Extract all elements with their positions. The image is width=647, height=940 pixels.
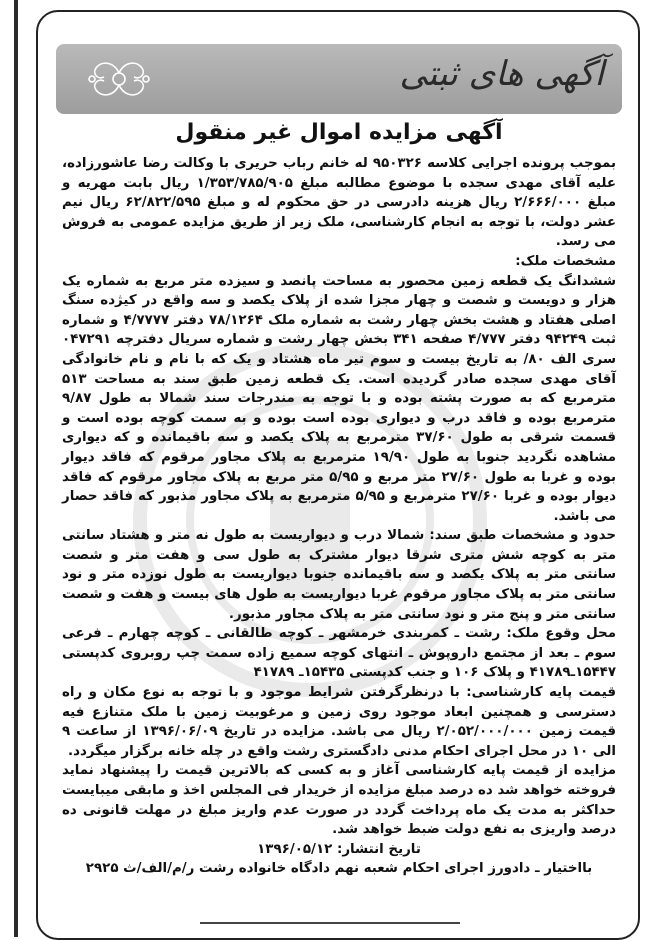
publish-date: تاریخ انتشار: ۱۳۹۶/۰۵/۱۲ <box>257 841 421 857</box>
notice-paragraph: مزایده از قیمت پایه کارشناسی آغاز و به کسی که بالاترین قیمت را پیشنهاد نماید فروخته خواهد شد ده درصد مبلغ مزایده از خریدار فی المجلس اخذ و مابقی میبایست حداکثر به مدت یک ماه پرداخت گردد در صورت عدم واریز مبلغ در مهلت قانونی ده درصد واریزی به نفع دولت ضبط خواهد شد. <box>62 763 616 838</box>
section-header <box>56 44 622 114</box>
notice-paragraph: محل وقوع ملک: رشت ـ کمربندی خرمشهر ـ کوچه طالقانی ـ کوچه چهارم ـ فرعی سوم ـ بعد از مجتمع داروپوش ـ انتهای کوچه سمیع زاده سمت چپ روبروی کدپستی ۱۵۴۴۷ـ۴۱۷۸۹ و پلاک ۱۰۶ و جنب کدپستی ۱۵۴۳۵ـ ۴۱۷۸۹ <box>62 626 616 681</box>
section-title: آگهی های ثبتی <box>399 54 604 94</box>
floral-ornament-icon <box>84 50 154 108</box>
notice-paragraph: قیمت پایه کارشناسی: با درنظرگرفتن شرایط موجود و با توجه به نوع مکان و راه دسترسی و همچنین ابعاد موجود روی زمین و مرغوبیت زمین با ملک متنازع فیه قیمت زمین ۲/۰۵۲/۰۰۰/۰۰۰ ریال می باشد. مزایده در تاریخ ۱۳۹۶/۰۶/۰۹ از ساعت ۹ الی ۱۰ در محل اجرای احکام مدنی دادگستری رشت واقع در چله خانه برگزار میگردد. <box>62 685 616 759</box>
property-specs-heading: مشخصات ملک: <box>515 253 616 269</box>
signature-line: بااختیار ـ دادورز اجرای احکام شعبه نهم دادگاه خانواده رشت ر/م/الف/ث ۲۹۲۵ <box>85 861 593 877</box>
next-notice-fragment <box>200 922 460 938</box>
notice-paragraph: بموجب پرونده اجرایی کلاسه ۹۵۰۳۲۶ له خانم رباب حریری با وکالت رضا عاشورزاده، علیه آقای مهدی سجده با موضوع مطالبه مبلغ ۱/۳۵۳/۷۸۵/۹۰۵ ریال بابت مهریه و مبلغ ۲/۶۶۶/۰۰۰ ریال هزینه دادرسی در حق محکوم له و مبلغ ۶۲/۸۲۲/۵۹۵ ریال نیم عشر دولت، با توجه به انجام کارشناسی، ملک زیر از طریق مزایده عمومی به فروش می رسد. <box>62 156 617 250</box>
notice-body <box>62 118 616 879</box>
notice-title: آگهی مزایده اموال غیر منقول <box>175 120 503 145</box>
notice-paragraph: ششدانگ یک قطعه زمین محصور به مساحت پانصد و سیزده متر مربع به شماره یک هزار و دویست و شصت و چهار مجزا شده از پلاک یکصد و سه واقع در کیژده سنگ اصلی هفتاد و هشت بخش چهار رشت به شماره ملک ۷۸/۱۲۶۴ دفتر ۴/۷۷۷۷ و شماره ثبت ۹۴۲۴۹ دفتر ۴/۷۷۷ صفحه ۳۴۱ بخش چهار رشت و شماره سریال دفترچه ۰۴۷۲۹۱ سری الف ۸۰/ به تاریخ بیست و سوم تیر ماه هشتاد و یک که با نام و نام خانوادگی آقای مهدی سجده صادر گردیده است. یک قطعه زمین طبق سند به مساحت ۵۱۳ مترمربع که به صورت پشته بوده و با توجه به مندرجات سند شمالا به طول ۹/۸۷ مترمربع بوده و فاقد درب و دیواری بوده است بوده و به سمت کوچه بوده است و قسمت شرقی به طول ۳۷/۶۰ مترمربع به پلاک یکصد و سه باقیمانده و که دیواری مشاهده نگردید جنوبا به طول ۱۹/۹۰ مترمربع به پلاک مجاور مرقوم که فاقد دیوار بوده و غربا به طول ۲۷/۶۰ متر مربع و ۵/۹۵ متر مربع به پلاک مجاور مرقوم که فاقد دیوار بوده و غربا ۲۷/۶۰ مترمربع و ۵/۹۵ مترمربع به پلاک مجاور مذبور که فاقد حصار می باشد. <box>62 273 617 524</box>
left-column-rule <box>14 0 18 937</box>
notice-paragraph: حدود و مشخصات طبق سند: شمالا درب و دیواریست به طول نه متر و هشتاد سانتی متر به کوچه شش متری شرقا دیوار مشترک به طول سی و هفت متر و شصت سانتی متر به پلاک یکصد و سه باقیمانده جنوبا دیواریست به طول نوزده متر و نود سانتی متر به پلاک مجاور مرقوم غربا دیواریست به طول های بیست و هفت و شصت سانتی متر و پنج متر و نود سانتی متر به پلاک مجاور مذبور. <box>62 528 616 622</box>
